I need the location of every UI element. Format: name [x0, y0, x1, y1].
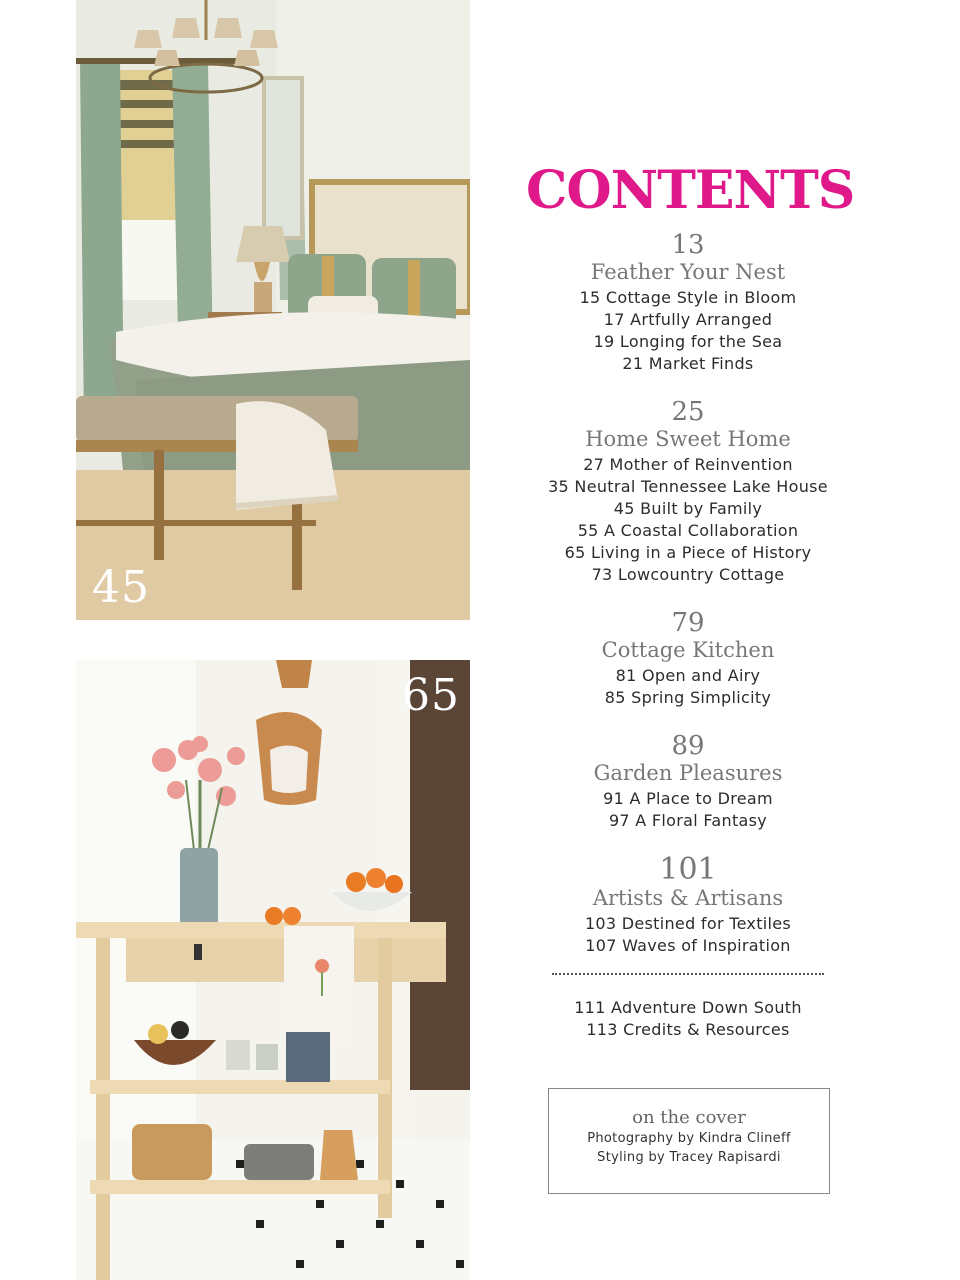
contents-title: CONTENTS: [526, 160, 855, 221]
story-link[interactable]: 15 Cottage Style in Bloom: [579, 288, 797, 307]
section-artists-artisans: [526, 854, 850, 957]
story-link[interactable]: 107 Waves of Inspiration: [585, 936, 791, 955]
section-title: Home Sweet Home: [585, 427, 791, 451]
section-title: Garden Pleasures: [593, 761, 783, 785]
story-link[interactable]: 85 Spring Simplicity: [604, 688, 772, 707]
story-link[interactable]: 21 Market Finds: [622, 354, 754, 373]
story-link[interactable]: 113 Credits & Resources: [586, 1020, 790, 1039]
section-extras: [526, 997, 850, 1041]
story-link[interactable]: 65 Living in a Piece of History: [564, 543, 812, 562]
cover-title: on the cover: [632, 1107, 746, 1128]
section-page-number: 25: [671, 397, 705, 427]
story-link[interactable]: 91 A Place to Dream: [603, 789, 773, 808]
photo-page-label: 65: [402, 670, 460, 721]
story-link[interactable]: 73 Lowcountry Cottage: [591, 565, 785, 584]
kitchen-illustration: [76, 660, 470, 1280]
section-page-number: 79: [671, 608, 705, 638]
photo-page-label: 45: [92, 562, 150, 613]
bedroom-photo: [76, 0, 470, 620]
story-link[interactable]: 27 Mother of Reinvention: [583, 455, 793, 474]
section-page-number: 101: [659, 852, 717, 887]
story-link[interactable]: 17 Artfully Arranged: [603, 310, 773, 329]
section-cottage-kitchen: [526, 608, 850, 709]
story-link[interactable]: 111 Adventure Down South: [574, 998, 802, 1017]
on-the-cover-box: [548, 1088, 830, 1194]
story-link[interactable]: 19 Longing for the Sea: [593, 332, 783, 351]
kitchen-cart-photo: [76, 660, 470, 1280]
section-title: Feather Your Nest: [590, 260, 786, 284]
section-home-sweet-home: [526, 397, 850, 586]
section-page-number: 89: [671, 731, 705, 761]
story-link[interactable]: 97 A Floral Fantasy: [608, 811, 768, 830]
story-link[interactable]: 81 Open and Airy: [615, 666, 761, 685]
photography-credit: Photography by Kindra Clineff: [587, 1131, 791, 1146]
story-link[interactable]: 103 Destined for Textiles: [584, 914, 792, 933]
section-title: Cottage Kitchen: [601, 638, 775, 662]
styling-credit: Styling by Tracey Rapisardi: [597, 1150, 781, 1165]
section-feather-your-nest: [526, 230, 850, 375]
dotted-divider: [552, 973, 824, 975]
contents-column: [526, 160, 855, 1063]
story-link[interactable]: 55 A Coastal Collaboration: [577, 521, 799, 540]
section-page-number: 13: [671, 230, 705, 260]
section-garden-pleasures: [526, 731, 850, 832]
bedroom-illustration: [76, 0, 470, 620]
story-link[interactable]: 45 Built by Family: [613, 499, 763, 518]
section-title: Artists & Artisans: [592, 886, 784, 910]
story-link[interactable]: 35 Neutral Tennessee Lake House: [548, 477, 828, 496]
